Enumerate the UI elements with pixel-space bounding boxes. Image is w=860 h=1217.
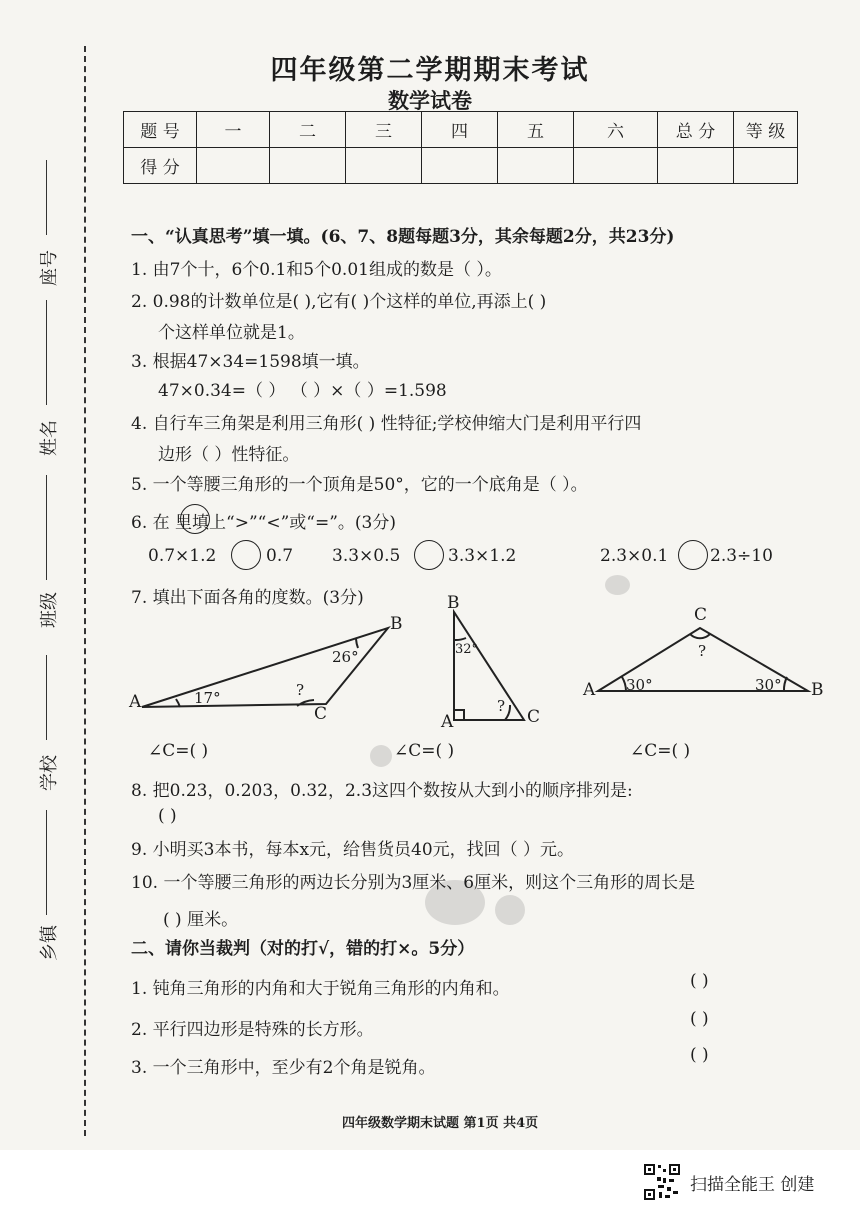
tri2-vertex-a: A [441, 712, 454, 732]
class-label: 班级 [39, 592, 60, 628]
tri3-angle-a: 30° [626, 676, 653, 694]
tri1-angle-b: 26° [332, 648, 359, 666]
score-cell: 二 [270, 112, 346, 148]
compare-right-3: 2.3÷10 [710, 546, 773, 566]
question-4: 4. 自行车三角架是利用三角形( ) 性特征;学校伸缩大门是利用平行四 [131, 414, 642, 434]
section1-heading: 一、“认真思考”填一填。(6、7、8题每题3分，其余每题2分，共23分) [131, 227, 675, 247]
question-9: 9. 小明买3本书，每本x元，给售货员40元，找回（ ）元。 [131, 840, 575, 860]
tri2-vertex-c: C [527, 707, 541, 727]
tri3-vertex-c: C [694, 605, 708, 625]
seat-label: 座号 [39, 250, 60, 286]
question-3: 3. 根据47×34=1598填一填。 [131, 352, 370, 372]
score-cell: 六 [574, 112, 658, 148]
tri2-vertex-b: B [447, 593, 460, 613]
score-cell: 一 [197, 112, 270, 148]
judge-item-3: 3. 一个三角形中，至少有2个角是锐角。 [131, 1058, 436, 1078]
tri1-vertex-b: B [390, 614, 403, 634]
tri3-angle-b: 30° [755, 676, 782, 694]
question-2: 2. 0.98的计数单位是( ),它有( )个这样的单位,再添上( ) [131, 292, 547, 312]
compare-left-2: 3.3×0.5 [332, 546, 401, 566]
question-10-cont: ( ) 厘米。 [163, 910, 239, 930]
tri3-vertex-b: B [811, 680, 824, 700]
qr-code-icon [643, 1163, 681, 1201]
tri3-vertex-a: A [583, 680, 596, 700]
school-label: 学校 [39, 755, 60, 791]
tri3-angle-c: ? [698, 642, 707, 660]
question-1: 1. 由7个十，6个0.1和5个0.01组成的数是（ ）。 [131, 260, 502, 280]
triangle-1 [142, 628, 388, 707]
compare-right-1: 0.7 [266, 546, 294, 566]
page-footer: 四年级数学期末试题 第1页 共4页 [342, 1116, 539, 1131]
section2-heading: 二、请你当裁判（对的打√，错的打×。5分） [131, 939, 475, 959]
score-cell: 四 [422, 112, 498, 148]
question-5: 5. 一个等腰三角形的一个顶角是50°，它的一个底角是（ ）。 [131, 475, 588, 495]
compare-left-1: 0.7×1.2 [148, 546, 217, 566]
judge-box-2[interactable]: ( ) [690, 1009, 709, 1029]
answer-tri2: ∠C=( ) [394, 741, 455, 761]
question-7: 7. 填出下面各角的度数。(3分) [131, 588, 364, 608]
question-6: 6. 在 里填上“>”“<”或“=”。(3分) [131, 513, 396, 533]
score-cell: 得 分 [124, 148, 197, 184]
question-2-cont: 个这样单位就是1。 [158, 323, 305, 343]
scanner-watermark: 扫描全能王 创建 [690, 1175, 815, 1195]
question-4-cont: 边形（ ）性特征。 [158, 445, 300, 465]
answer-tri1: ∠C=( ) [148, 741, 209, 761]
score-cell: 等 级 [734, 112, 798, 148]
exam-subtitle: 数学试卷 [388, 88, 472, 113]
question-10: 10. 一个等腰三角形的两边长分别为3厘米、6厘米，则这个三角形的周长是 [131, 873, 696, 893]
question-8: 8. 把0.23，0.203，0.32，2.3这四个数按从大到小的顺序排列是: [131, 781, 633, 801]
score-cell: 五 [498, 112, 574, 148]
score-cell: 三 [346, 112, 422, 148]
judge-box-3[interactable]: ( ) [690, 1045, 709, 1065]
tri1-angle-a: 17° [194, 689, 221, 707]
question-3-blanks: 47×0.34=（ ） （ ）×（ ）=1.598 [158, 381, 447, 401]
triangle-2 [454, 612, 524, 720]
tri2-angle-b: 32° [455, 642, 479, 657]
name-label: 姓名 [39, 420, 60, 456]
tri1-vertex-c: C [314, 704, 328, 724]
judge-box-1[interactable]: ( ) [690, 971, 709, 991]
compare-left-3: 2.3×0.1 [600, 546, 669, 566]
score-cell: 总 分 [658, 112, 734, 148]
answer-tri3: ∠C=( ) [630, 741, 691, 761]
tri2-angle-c: ? [497, 697, 506, 715]
judge-item-1: 1. 钝角三角形的内角和大于锐角三角形的内角和。 [131, 979, 510, 999]
score-cell: 题 号 [124, 112, 197, 148]
compare-right-2: 3.3×1.2 [448, 546, 517, 566]
question-8-blank: ( ) [158, 806, 177, 826]
tri1-vertex-a: A [129, 692, 142, 712]
judge-item-2: 2. 平行四边形是特殊的长方形。 [131, 1020, 374, 1040]
town-label: 乡镇 [39, 925, 60, 961]
tri1-angle-c: ? [296, 681, 305, 699]
exam-title: 四年级第二学期期末考试 [270, 55, 590, 86]
